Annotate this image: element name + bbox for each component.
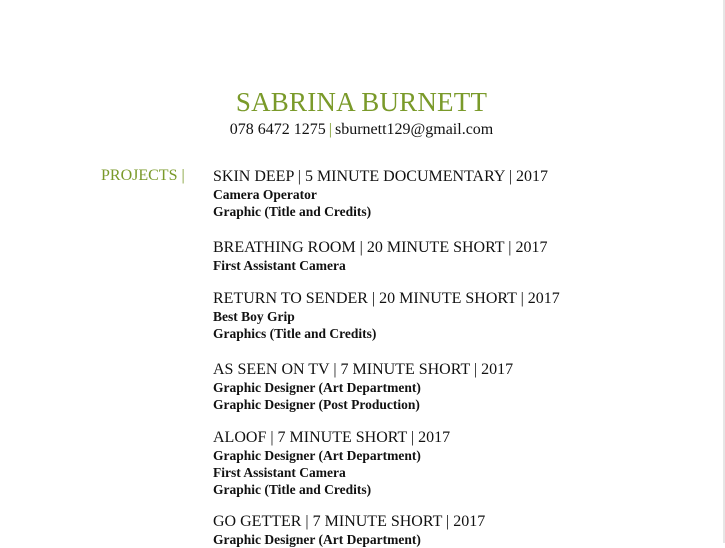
contact-line: [0, 120, 723, 140]
contact-separator: |: [328, 121, 332, 138]
projects-section-label: PROJECTS |: [101, 167, 185, 184]
resume-name: SABRINA BURNETT: [235, 87, 488, 117]
project-title: RETURN TO SENDER | 20 MINUTE SHORT | 2017: [213, 290, 560, 307]
project-title: SKIN DEEP | 5 MINUTE DOCUMENTARY | 2017: [213, 168, 549, 185]
project-role: Graphic Designer (Art Department): [213, 380, 421, 395]
project-entry: [213, 167, 548, 220]
project-title: ALOOF | 7 MINUTE SHORT | 2017: [213, 429, 451, 446]
project-role: Best Boy Grip: [213, 309, 295, 324]
project-title: BREATHING ROOM | 20 MINUTE SHORT | 2017: [213, 239, 548, 256]
project-entry: [213, 360, 513, 413]
project-role: Graphic Designer (Art Department): [213, 532, 421, 547]
project-title: AS SEEN ON TV | 7 MINUTE SHORT | 2017: [213, 361, 514, 378]
project-title: GO GETTER | 7 MINUTE SHORT | 2017: [213, 513, 486, 530]
project-role: Graphic (Title and Credits): [213, 482, 372, 497]
project-role: Graphic (Title and Credits): [213, 204, 372, 219]
project-role: First Assistant Camera: [213, 258, 346, 273]
project-role: Camera Operator: [213, 187, 317, 202]
project-entry: [213, 238, 548, 274]
project-role: Graphics (Title and Credits): [213, 326, 377, 341]
email-address: sburnett129@gmail.com: [334, 121, 494, 138]
phone-number: 078 6472 1275: [229, 121, 326, 138]
project-role: First Assistant Camera: [213, 465, 346, 480]
project-entry: [213, 289, 560, 342]
project-entry: [213, 428, 450, 498]
project-role: Graphic Designer (Post Production): [213, 397, 420, 412]
project-role: Graphic Designer (Art Department): [213, 448, 421, 463]
